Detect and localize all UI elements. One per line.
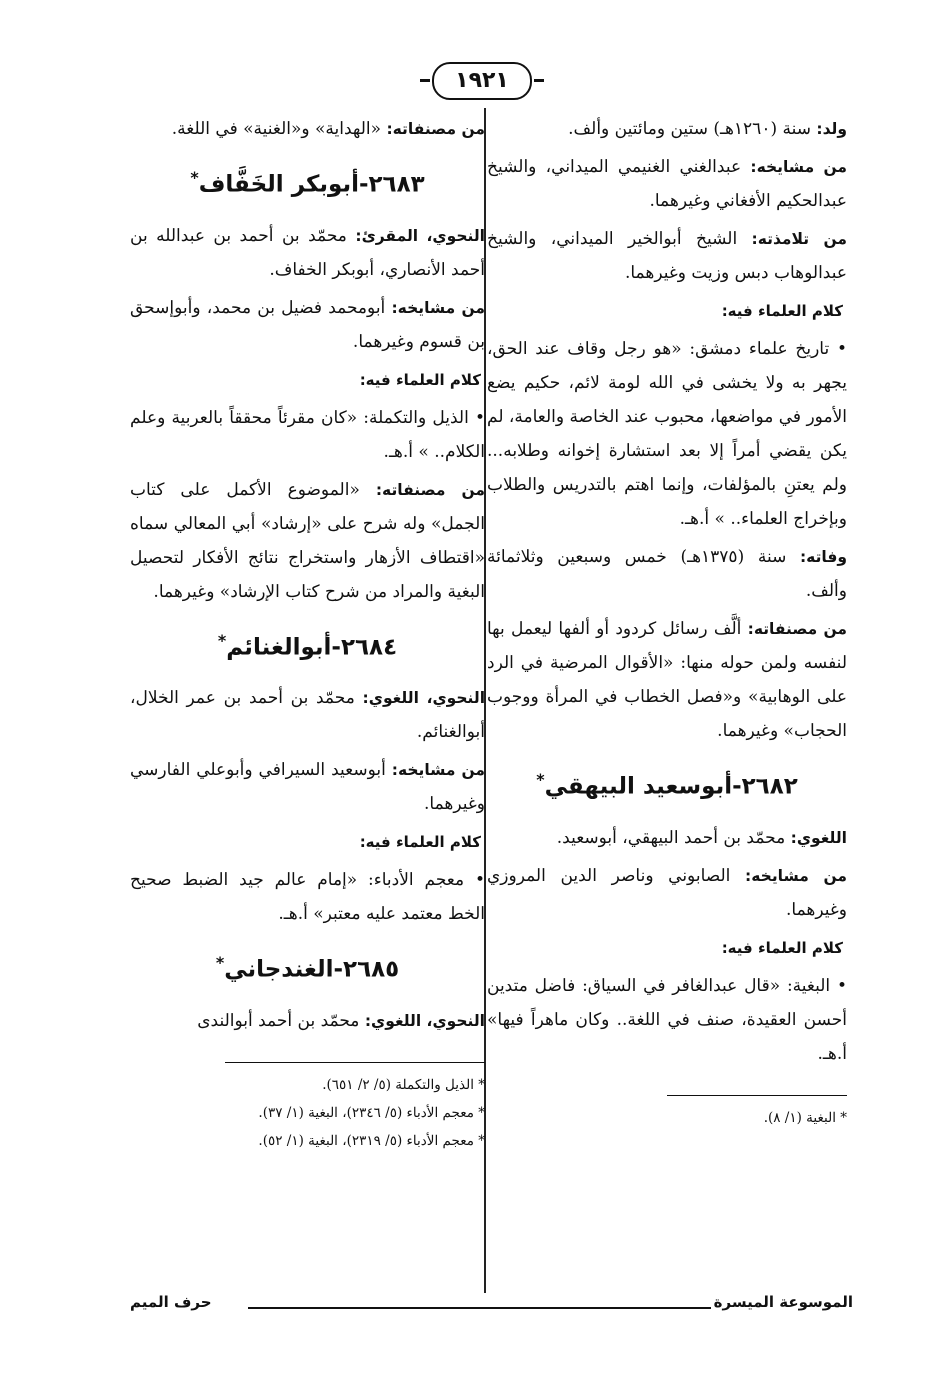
paragraph-grammarian-3 bbox=[130, 1004, 485, 1038]
right-column bbox=[487, 112, 847, 1132]
label-students: من تلامذته: bbox=[751, 230, 848, 248]
text-teachers-2: أبوسعيد السيرافي وأبوعلي الفارسي وغيرهما. bbox=[130, 760, 485, 815]
text-grammarian: محمّد بن أحمد بن عبدالله بن أحمد الأنصاري، أبوبكر الخفاف. bbox=[130, 225, 485, 280]
footnote-marker: * bbox=[215, 953, 225, 973]
text-teachers: عبدالغني الغنيمي الميداني، والشيخ عبدالحكيم الأفغاني وغيرهما. bbox=[487, 157, 847, 211]
text-teachers-2: الصابوني وناصر الدين المروزي وغيرهما. bbox=[487, 865, 847, 920]
entry-title-text: ٢٦٨٤-أبوالغنائم bbox=[226, 634, 398, 661]
scholars-heading: كلام العلماء فيه: bbox=[359, 370, 481, 389]
footer-book-title: الموسوعة الميسرة bbox=[713, 1293, 853, 1311]
paragraph-death bbox=[487, 540, 847, 608]
label-teachers-2: من مشايخه: bbox=[745, 866, 847, 885]
label-death: وفاته: bbox=[799, 548, 847, 566]
scholars-heading-2: كلام العلماء فيه: bbox=[359, 833, 481, 852]
paragraph-works-2 bbox=[130, 473, 485, 609]
text-works: «الهداية» و«الغنية» في اللغة. bbox=[171, 119, 382, 139]
scholars-heading-2: كلام العلماء فيه: bbox=[721, 938, 843, 957]
paragraph-teachers bbox=[130, 291, 485, 359]
footnote-marker: * bbox=[190, 168, 199, 187]
label-works: من مصنفاته: bbox=[386, 120, 485, 138]
footnote-marker: * bbox=[536, 770, 545, 789]
label-grammarian-3: النحوي، اللغوي: bbox=[364, 1011, 485, 1030]
label-grammarian: النحوي، المقرئ: bbox=[355, 226, 485, 245]
footnote-rule bbox=[667, 1095, 847, 1096]
footer-chapter: حرف الميم bbox=[130, 1293, 212, 1311]
paragraph-teachers bbox=[487, 150, 847, 218]
paragraph-grammarian bbox=[130, 219, 485, 287]
text-works-2: «الموضوع الأكمل على كتاب الجمل» وله شرح على «إرشاد» أبي المعالي سماه «اقتطاف الأزهار واستخراج نتائج الأفكار لتحصيل البغية والمراد من شرح كتاب الإرشاد» وغيرهما. bbox=[130, 479, 485, 602]
footnote: * معجم الأدباء (٥/ ٢٣٤٦)، البغية (١/ ٣٧). bbox=[258, 1104, 485, 1121]
paragraph-scholar-quote: • تاريخ علماء دمشق: «هو رجل وقاف عند الحق، يجهر به ولا يخشى في الله لومة لائم، حكيم يضع الأمور في مواضعها، محبوب عند الخاصة والعامة، لم يكن يقضي أمراً إلا بعد استشارة إخوانه وطلابه... ولم يعتنِ بالمؤلفات، وإنما اهتم بالتدريس والطلاب وبإخراج العلماء.. » أ.هـ. bbox=[487, 339, 847, 529]
label-teachers-2: من مشايخه: bbox=[391, 761, 485, 780]
entry-title-2685 bbox=[130, 945, 485, 988]
entry-title-2683 bbox=[130, 160, 485, 203]
entry-title-2682 bbox=[487, 762, 847, 805]
paragraph-birth bbox=[487, 112, 847, 146]
label-grammarian-2: النحوي، اللغوي: bbox=[362, 689, 486, 708]
paragraph-students bbox=[487, 222, 847, 290]
entry-title-text: ٢٦٨٥-الغندجاني bbox=[224, 956, 400, 983]
entry-title-text: ٢٦٨٢-أبوسعيد البيهقي bbox=[544, 773, 798, 800]
paragraph-linguist bbox=[487, 821, 847, 855]
text-death: سنة (١٣٧٥هـ) خمس وسبعين وثلاثمائة وألف. bbox=[487, 547, 847, 601]
text-teachers: أبومحمد فضيل بن محمد، وأبوإسحق بن قسوم وغيرهما. bbox=[130, 297, 485, 352]
text-linguist: محمّد بن أحمد البيهقي، أبوسعيد. bbox=[556, 827, 786, 848]
footnote: * الذيل والتكملة (٥/ ٢/ ٦٥١). bbox=[322, 1076, 485, 1093]
page-number: ١٩٢١ bbox=[432, 62, 532, 100]
label-works-2: من مصنفاته: bbox=[375, 480, 485, 499]
paragraph-works bbox=[487, 612, 847, 748]
text-students: الشيخ أبوالخير الميداني، والشيخ عبدالوهاب دبس وزيت وغيرهما. bbox=[487, 229, 847, 283]
paragraph-grammarian-2 bbox=[130, 681, 485, 749]
paragraph-works bbox=[130, 112, 485, 146]
footnote: * البغية (١/ ٨). bbox=[763, 1109, 847, 1126]
paragraph-scholar-quote: • الذيل والتكملة: «كان مقرئاً محققاً بالعربية وعلم الكلام.. » أ.هـ. bbox=[130, 407, 485, 462]
paragraph-teachers-2 bbox=[487, 859, 847, 927]
footnotes bbox=[130, 1071, 485, 1155]
text-birth: سنة (١٢٦٠هـ) ستين ومائتين وألف. bbox=[568, 119, 811, 139]
text-works: ألَّف رسائل كردود أو ألفها ليعمل بها لنفسه ولمن حوله منها: «الأقوال المرضية في الرد على الوهابية» و«فصل الخطاب في المرأة ووجوب الحجاب» وغيرهما. bbox=[487, 619, 847, 741]
label-works: من مصنفاته: bbox=[747, 620, 847, 638]
text-grammarian-2: محمّد بن أحمد بن عمر الخلال، أبوالغنائم. bbox=[130, 688, 485, 743]
footnote: * معجم الأدباء (٥/ ٢٣١٩)، البغية (١/ ٥٢). bbox=[258, 1132, 485, 1149]
left-column bbox=[130, 112, 485, 1155]
footnote-marker: * bbox=[217, 630, 227, 650]
label-teachers: من مشايخه: bbox=[750, 158, 847, 176]
text-grammarian-3: محمّد بن أحمد أبوالندى bbox=[197, 1010, 360, 1031]
paragraph-teachers-2 bbox=[130, 753, 485, 821]
paragraph-scholar-quote-2: • معجم الأدباء: «إمام عالم جيد الضبط صحيح الخط معتمد عليه معتبر» أ.هـ. bbox=[130, 870, 485, 925]
label-linguist: اللغوي: bbox=[790, 828, 847, 847]
label-birth: ولد: bbox=[816, 120, 847, 138]
paragraph-scholar-quote-2: • البغية: «قال عبدالغافر في السياق: فاضل متدين أحسن العقيدة، صنف في اللغة.. وكان ماهراً فيها» أ.هـ. bbox=[487, 975, 847, 1064]
footnote-rule bbox=[225, 1062, 485, 1063]
footer-rule bbox=[248, 1307, 711, 1309]
entry-title-2684 bbox=[130, 623, 485, 666]
scholars-heading: كلام العلماء فيه: bbox=[721, 302, 843, 320]
footnotes bbox=[487, 1104, 847, 1132]
label-teachers: من مشايخه: bbox=[391, 298, 485, 317]
entry-title-text: ٢٦٨٣-أبوبكر الخَفَّاف bbox=[198, 171, 425, 198]
page-footer bbox=[130, 1293, 853, 1315]
